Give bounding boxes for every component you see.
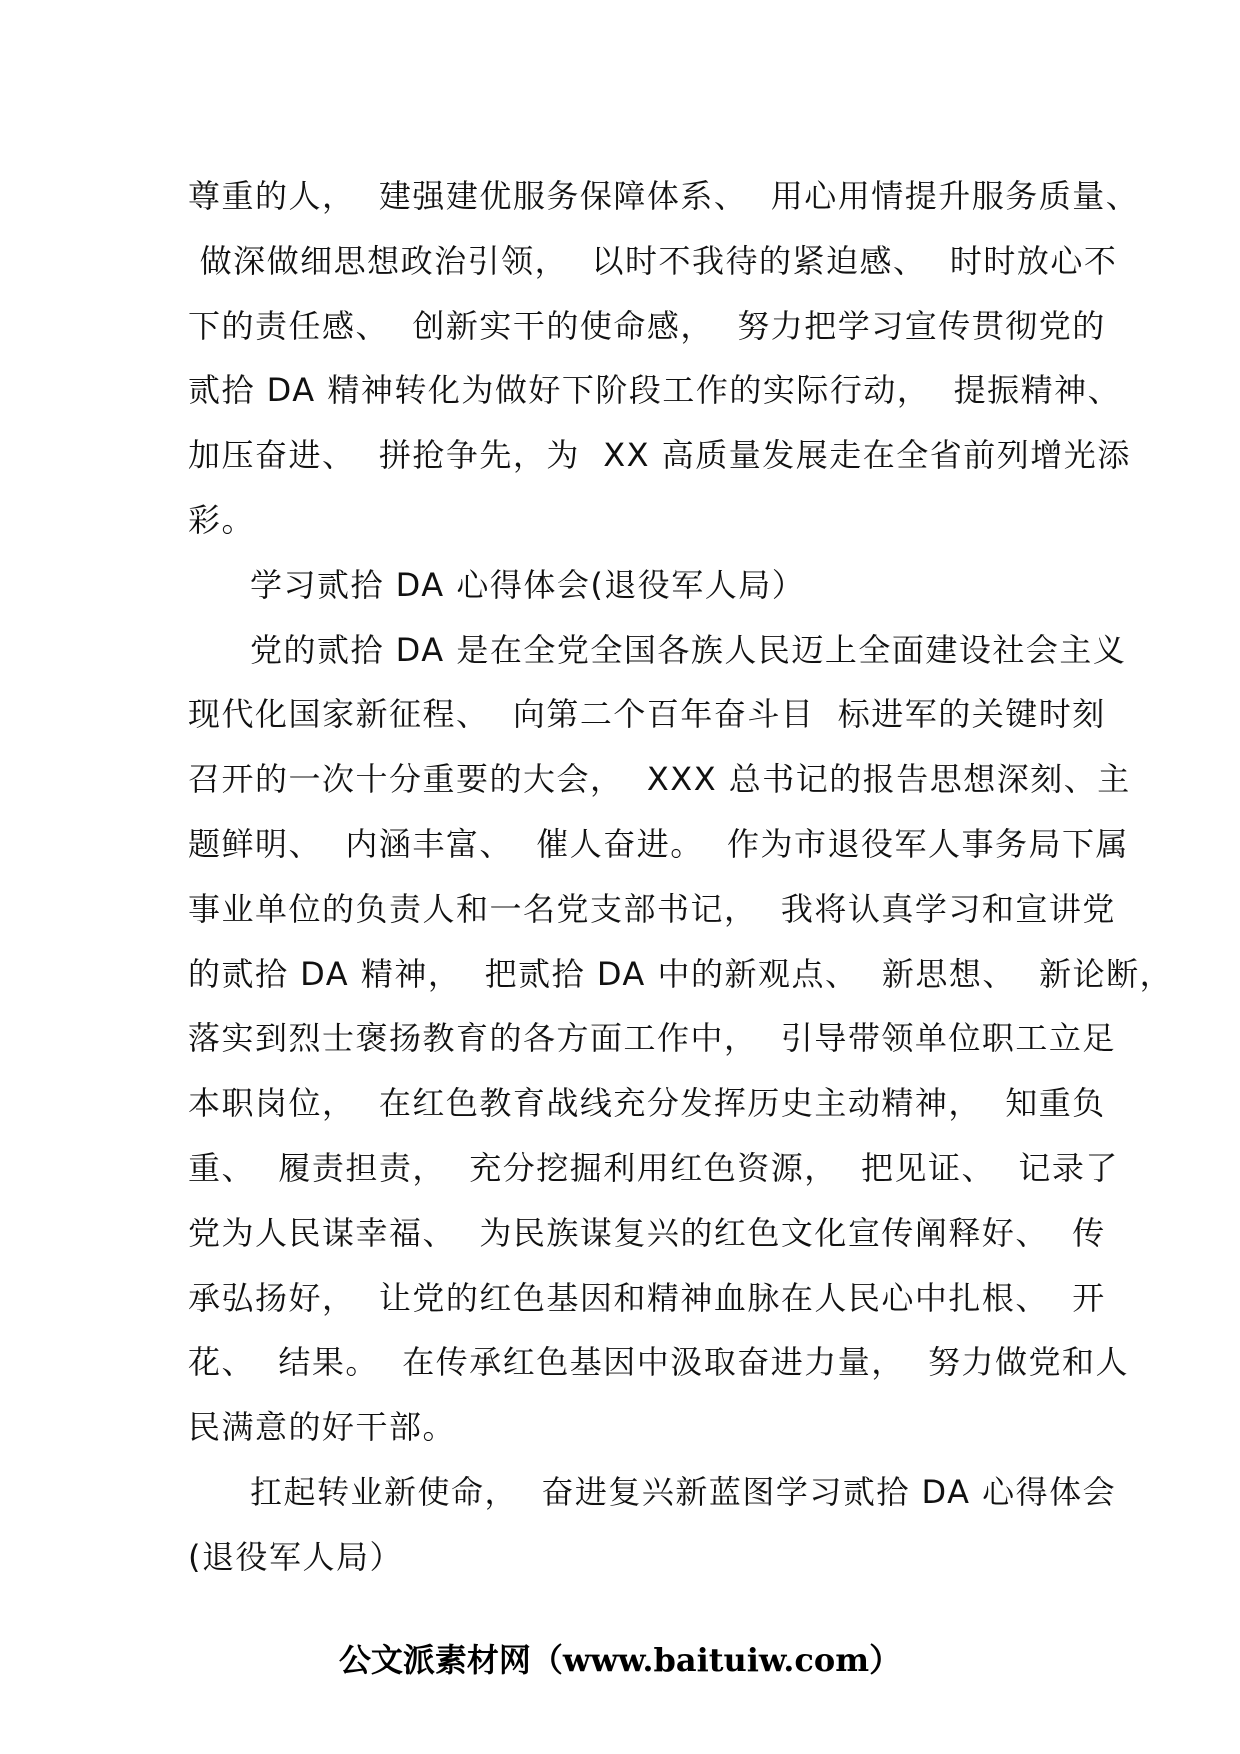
section-heading: 扛起转业新使命， 奋进复兴新蓝图学习贰拾 DA 心得体会 xyxy=(250,1472,1117,1511)
text-line: 尊重的人， 建强建优服务保障体系、 用心用情提升服务质量、 xyxy=(188,177,1140,215)
text-line: 彩。 xyxy=(188,500,256,539)
text-line: 落实到烈士褒扬教育的各方面工作中， 引导带领单位职工立足 xyxy=(188,1019,1116,1058)
text-line: 承弘扬好， 让党的红色基因和精神血脉在人民心中扎根、 开 xyxy=(188,1278,1106,1317)
text-line: 加压奋进、 拼抢争先，为 XX 高质量发展走在全省前列增光添 xyxy=(188,436,1131,475)
paragraph-first-line: 党的贰拾 DA 是在全党全国各族人民迈上全面建设社会主义 xyxy=(250,630,1127,669)
text-line: 民满意的好干部。 xyxy=(188,1408,457,1447)
text-line: 做深做细思想政治引领， 以时不我待的紧迫感、 时时放心不 xyxy=(188,241,1118,280)
text-line: 题鲜明、 内涵丰富、 催人奋进。 作为市退役军人事务局下属 xyxy=(188,824,1130,863)
text-line: 党为人民谋幸福、 为民族谋复兴的红色文化宣传阐释好、 传 xyxy=(188,1213,1106,1252)
text-line: 现代化国家新征程、 向第二个百年奋斗目 标进军的关键时刻 xyxy=(188,695,1106,734)
document-body xyxy=(188,164,1174,1590)
text-line: 贰拾 DA 精神转化为做好下阶段工作的实际行动， 提振精神、 xyxy=(188,371,1122,410)
text-line: 花、 结果。 在传承红色基因中汲取奋进力量， 努力做党和人 xyxy=(188,1343,1130,1382)
text-line: (退役军人局） xyxy=(188,1537,403,1576)
text-line: 召开的一次十分重要的大会， XXX 总书记的报告思想深刻、主 xyxy=(188,760,1131,799)
text-line: 本职岗位， 在红色教育战线充分发挥历史主动精神， 知重负 xyxy=(188,1084,1106,1123)
text-line: 的贰拾 DA 精神， 把贰拾 DA 中的新观点、 新思想、 新论断， xyxy=(188,954,1174,993)
text-line: 事业单位的负责人和一名党支部书记， 我将认真学习和宣讲党 xyxy=(188,889,1116,928)
text-line: 下的责任感、 创新实干的使命感， 努力把学习宣传贯彻党的 xyxy=(188,306,1106,345)
page-footer-watermark: 公文派素材网（www.baituiw.com） xyxy=(338,1641,902,1679)
section-heading: 学习贰拾 DA 心得体会(退役军人局） xyxy=(250,565,806,604)
text-line: 重、 履责担责， 充分挖掘利用红色资源， 把见证、 记录了 xyxy=(188,1148,1119,1187)
